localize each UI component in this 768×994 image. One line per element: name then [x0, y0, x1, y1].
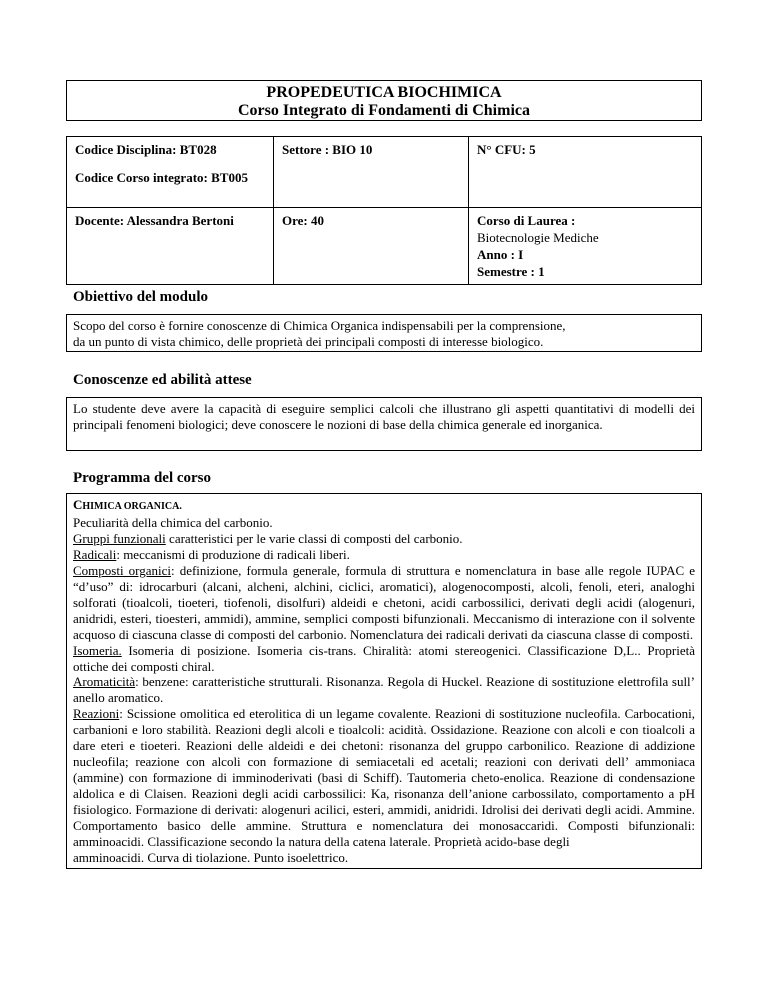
- p7-text: : Scissione omolitica ed eterolitica di un legame covalente. Reazioni di sostituzione nucleofila. Carbocationi, carbanioni e loro stabilità. Reazioni degli alcoli e tioalcoli: acidità. Ossidazione. Reazione con alcoli e con tioalcoli a dare eteri e tioeteri. Reazioni delle aldeidi e dei chetoni: risonanza del gruppo carbonilico. Reazione di addizione nucleofila; reazione con alcoli con formazione di semiacetali ed acetali; reazioni con derivati dell’ ammoniaca (ammine) con formazione di imminoderivati (basi di Schiff). Tautomeria cheto-enolica. Reazione di condensazione aldolica e di Claisen. Reazioni degli acidi carbossilici: Ka, risonanza dell’anione carbossilato, comportamento a pH fisiologico. Formazione di derivati: alogenuri acilici, esteri, ammidi, anidridi. Idrolisi dei derivati degli acidi. Ammine. Comportamento basico delle ammine. Struttura e nomenclatura dei monosaccaridi. Composti bifunzionali: amminoacidi. Classificazione secondo la natura della catena laterale. Proprietà acido-base degli: [73, 706, 695, 850]
- topic-reazioni: Reazioni: [73, 706, 120, 722]
- p2-text: caratteristici per le varie classi di composti del carbonio.: [165, 530, 463, 546]
- codice-disciplina: Codice Disciplina: BT028: [75, 142, 217, 157]
- topic-isomeria: Isomeria.: [73, 642, 122, 658]
- programma-p1: Peculiarità della chimica del carbonio.: [73, 514, 273, 530]
- ore: Ore: 40: [282, 213, 324, 228]
- heading-programma: Programma del corso: [73, 470, 212, 486]
- programma-p3: [73, 547, 695, 563]
- course-subtitle: Corso Integrato di Fondamenti di Chimica: [238, 102, 530, 119]
- programma-p2: [73, 531, 695, 547]
- anno: Anno : I: [477, 247, 524, 262]
- info-cell-settore: [274, 137, 469, 208]
- programma-p5: [73, 643, 695, 675]
- cfu: N° CFU: 5: [477, 142, 536, 157]
- info-cell-cfu: [469, 137, 702, 208]
- p6-text: : benzene: caratteristiche strutturali. Risonanza. Regola di Huckel. Reazione di sostituzione elettrofila sull’ anello aromatico.: [73, 674, 695, 706]
- p4-text: : definizione, formula generale, formula di struttura e nomenclatura in base alle regole IUPAC e “d’uso” di: idrocarburi (alcani, alcheni, alchini, ciclici, aromatici), alogenocomposti, alcoli, fenoli, eteri, analoghi solforati (tioalcoli, tioeteri, tiofenoli, disolfuri) aldeidi e chetoni, acidi carbossilici, derivati degli acidi (alogenuri, anidridi, esteri, tioesteri, ammidi), ammine, semplici composti bifunzionali. Meccanismo di interazione con il solvente acquoso di ciascuna classe di composti del carbonio. Nomenclatura dei radicali derivati da ciascuna classe di composti.: [73, 562, 695, 642]
- course-title-box: [66, 80, 702, 121]
- topic-radicali: Radicali: [73, 546, 117, 562]
- p3-text: : meccanismi di produzione di radicali liberi.: [116, 546, 350, 562]
- topic-gruppi-funzionali: Gruppi funzionali: [73, 530, 166, 546]
- codice-corso: Codice Corso integrato: BT005: [75, 170, 248, 185]
- obiettivo-box: [66, 314, 702, 352]
- obiettivo-line1: Scopo del corso è fornire conoscenze di Chimica Organica indispensabili per la comprensione,: [73, 318, 566, 333]
- programma-p4: [73, 563, 695, 643]
- section-initial: C: [73, 497, 83, 512]
- course-title: PROPEDEUTICA BIOCHIMICA: [266, 84, 502, 101]
- course-info-table: [66, 136, 702, 285]
- section-title: [73, 497, 695, 515]
- info-cell-docente: [67, 208, 274, 285]
- info-cell-corso-laurea: [469, 208, 702, 285]
- info-cell-ore: [274, 208, 469, 285]
- conoscenze-box: [66, 397, 702, 451]
- corso-laurea-value: Biotecnologie Mediche: [477, 230, 599, 245]
- corso-laurea-label: Corso di Laurea :: [477, 213, 576, 228]
- heading-obiettivo: Obiettivo del modulo: [73, 289, 209, 305]
- programma-p7: [73, 706, 695, 850]
- programma-box: [66, 493, 702, 869]
- heading-conoscenze: Conoscenze ed abilità attese: [73, 372, 252, 388]
- conoscenze-text: Lo studente deve avere la capacità di eseguire semplici calcoli che illustrano gli aspetti quantitativi di modelli dei principali fenomeni biologici; deve conoscere le nozioni di base della chimica generale ed inorganica.: [73, 401, 695, 432]
- p5-text: Isomeria di posizione. Isomeria cis-trans. Chiralità: atomi stereogenici. Classificazione D,L.. Proprietà ottiche dei composti chiral.: [73, 642, 695, 674]
- info-cell-codes: [67, 137, 274, 208]
- semestre: Semestre : 1: [477, 264, 545, 279]
- docente: Docente: Alessandra Bertoni: [75, 213, 234, 228]
- topic-aromaticita: Aromaticità: [73, 674, 136, 690]
- settore: Settore : BIO 10: [282, 142, 373, 157]
- obiettivo-line2: da un punto di vista chimico, delle proprietà dei principali composti di interesse biologico.: [73, 334, 544, 349]
- section-rest: HIMICA ORGANICA.: [82, 501, 182, 512]
- programma-p8: amminoacidi. Curva di tiolazione. Punto isoelettrico.: [73, 849, 349, 865]
- programma-p6: [73, 674, 695, 706]
- topic-composti-organici: Composti organici: [73, 562, 172, 578]
